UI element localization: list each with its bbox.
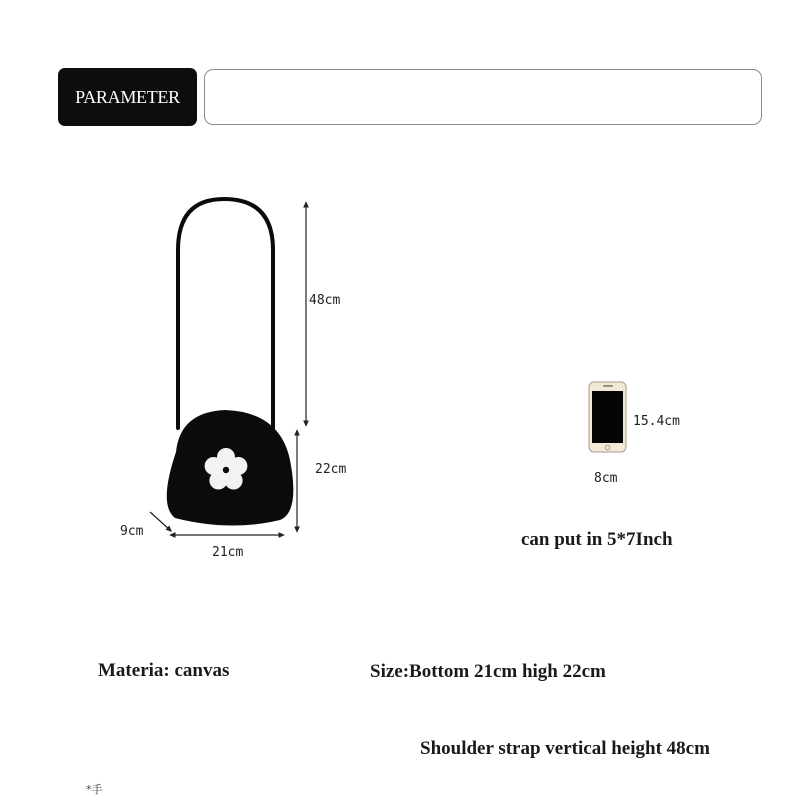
capacity-note: can put in 5*7Inch <box>521 529 673 550</box>
smartphone-illustration <box>589 382 626 452</box>
parameter-tag-label: PARAMETER <box>75 86 180 107</box>
bag-height-label: 22cm <box>315 462 347 477</box>
size-spec: Size:Bottom 21cm high 22cm <box>370 661 606 682</box>
bag-depth-line <box>150 512 170 530</box>
bag-width-label: 21cm <box>212 545 244 560</box>
phone-width-label: 8cm <box>594 471 618 486</box>
shoulder-bag-illustration <box>167 199 294 526</box>
material-spec: Materia: canvas <box>98 660 230 681</box>
footnote: *手 <box>86 783 103 796</box>
strap-spec: Shoulder strap vertical height 48cm <box>420 738 710 759</box>
phone-height-label: 15.4cm <box>633 414 680 429</box>
bag-strap <box>178 199 273 428</box>
strap-height-label: 48cm <box>309 293 341 308</box>
bag-depth-label: 9cm <box>120 524 144 539</box>
